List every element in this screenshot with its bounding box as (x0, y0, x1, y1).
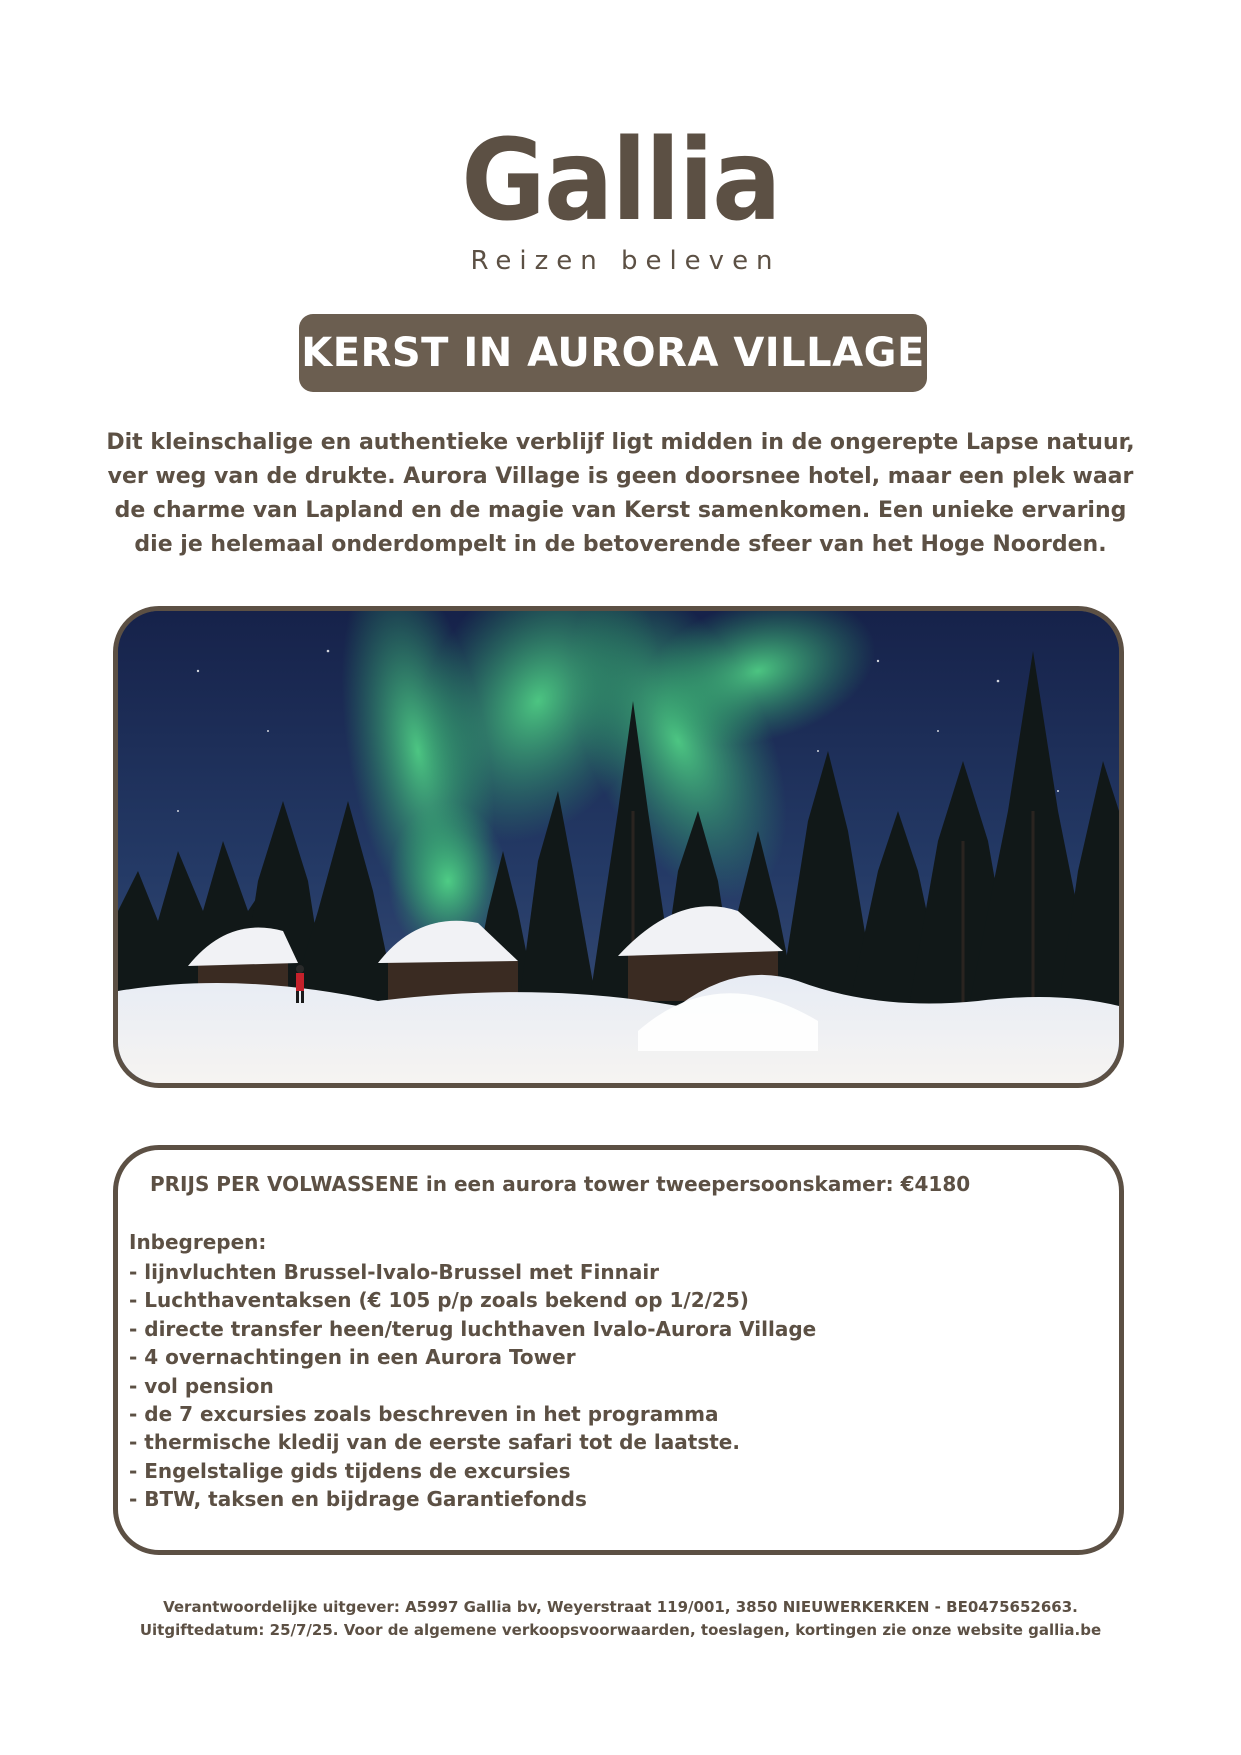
list-item: - directe transfer heen/terug luchthaven Ivalo-Aurora Village (129, 1316, 817, 1341)
list-item: - de 7 excursies zoals beschreven in het programma (129, 1402, 719, 1427)
list-item: - vol pension (129, 1373, 274, 1398)
page-title: KERST IN AURORA VILLAGE (301, 330, 925, 376)
logo-wordmark: Gallia (461, 116, 780, 246)
list-item: - 4 overnachtingen in een Aurora Tower (129, 1345, 576, 1370)
list-item: - lijnvluchten Brussel-Ivalo-Brussel met Finnair (129, 1260, 660, 1284)
included-heading: Inbegrepen: (129, 1230, 267, 1254)
title-banner (299, 314, 927, 392)
list-item: - BTW, taksen en bijdrage Garantiefonds (129, 1487, 587, 1512)
aurora-photo (113, 606, 1124, 1088)
intro-line: ver weg van de drukte. Aurora Village is geen doorsnee hotel, maar een plek waar (107, 464, 1134, 489)
intro-line: die je helemaal onderdompelt in de betoverende sfeer van het Hoge Noorden. (134, 532, 1107, 557)
price-info-box (113, 1145, 1124, 1555)
intro-line: Dit kleinschalige en authentieke verblijf ligt midden in de ongerepte Lapse natuur, (106, 430, 1135, 455)
intro-line: de charme van Lapland en de magie van Kerst samenkomen. Een unieke ervaring (114, 498, 1127, 523)
footer (0, 1596, 1241, 1642)
intro-paragraph (100, 426, 1141, 562)
list-item: - thermische kledij van de eerste safari tot de laatste. (129, 1430, 740, 1455)
aurora-photo-icon (118, 611, 1119, 1083)
gallia-logo (0, 116, 1241, 276)
list-item: - Luchthaventaksen (€ 105 p/p zoals bekend op 1/2/25) (129, 1288, 749, 1313)
logo-tagline: Reizen beleven (470, 246, 781, 276)
included-list (129, 1258, 816, 1514)
footer-date-terms: Uitgiftedatum: 25/7/25. Voor de algemene verkoopsvoorwaarden, toeslagen, kortingen zie onze website gallia.be (139, 1621, 1102, 1639)
footer-publisher: Verantwoordelijke uitgever: A5997 Gallia bv, Weyerstraat 119/001, 3850 NIEUWERKERKEN - BE0475652663. (163, 1598, 1078, 1616)
price-text: PRIJS PER VOLWASSENE in een aurora tower tweepersoonskamer: €4180 (150, 1172, 971, 1196)
list-item: - Engelstalige gids tijdens de excursies (129, 1458, 571, 1483)
